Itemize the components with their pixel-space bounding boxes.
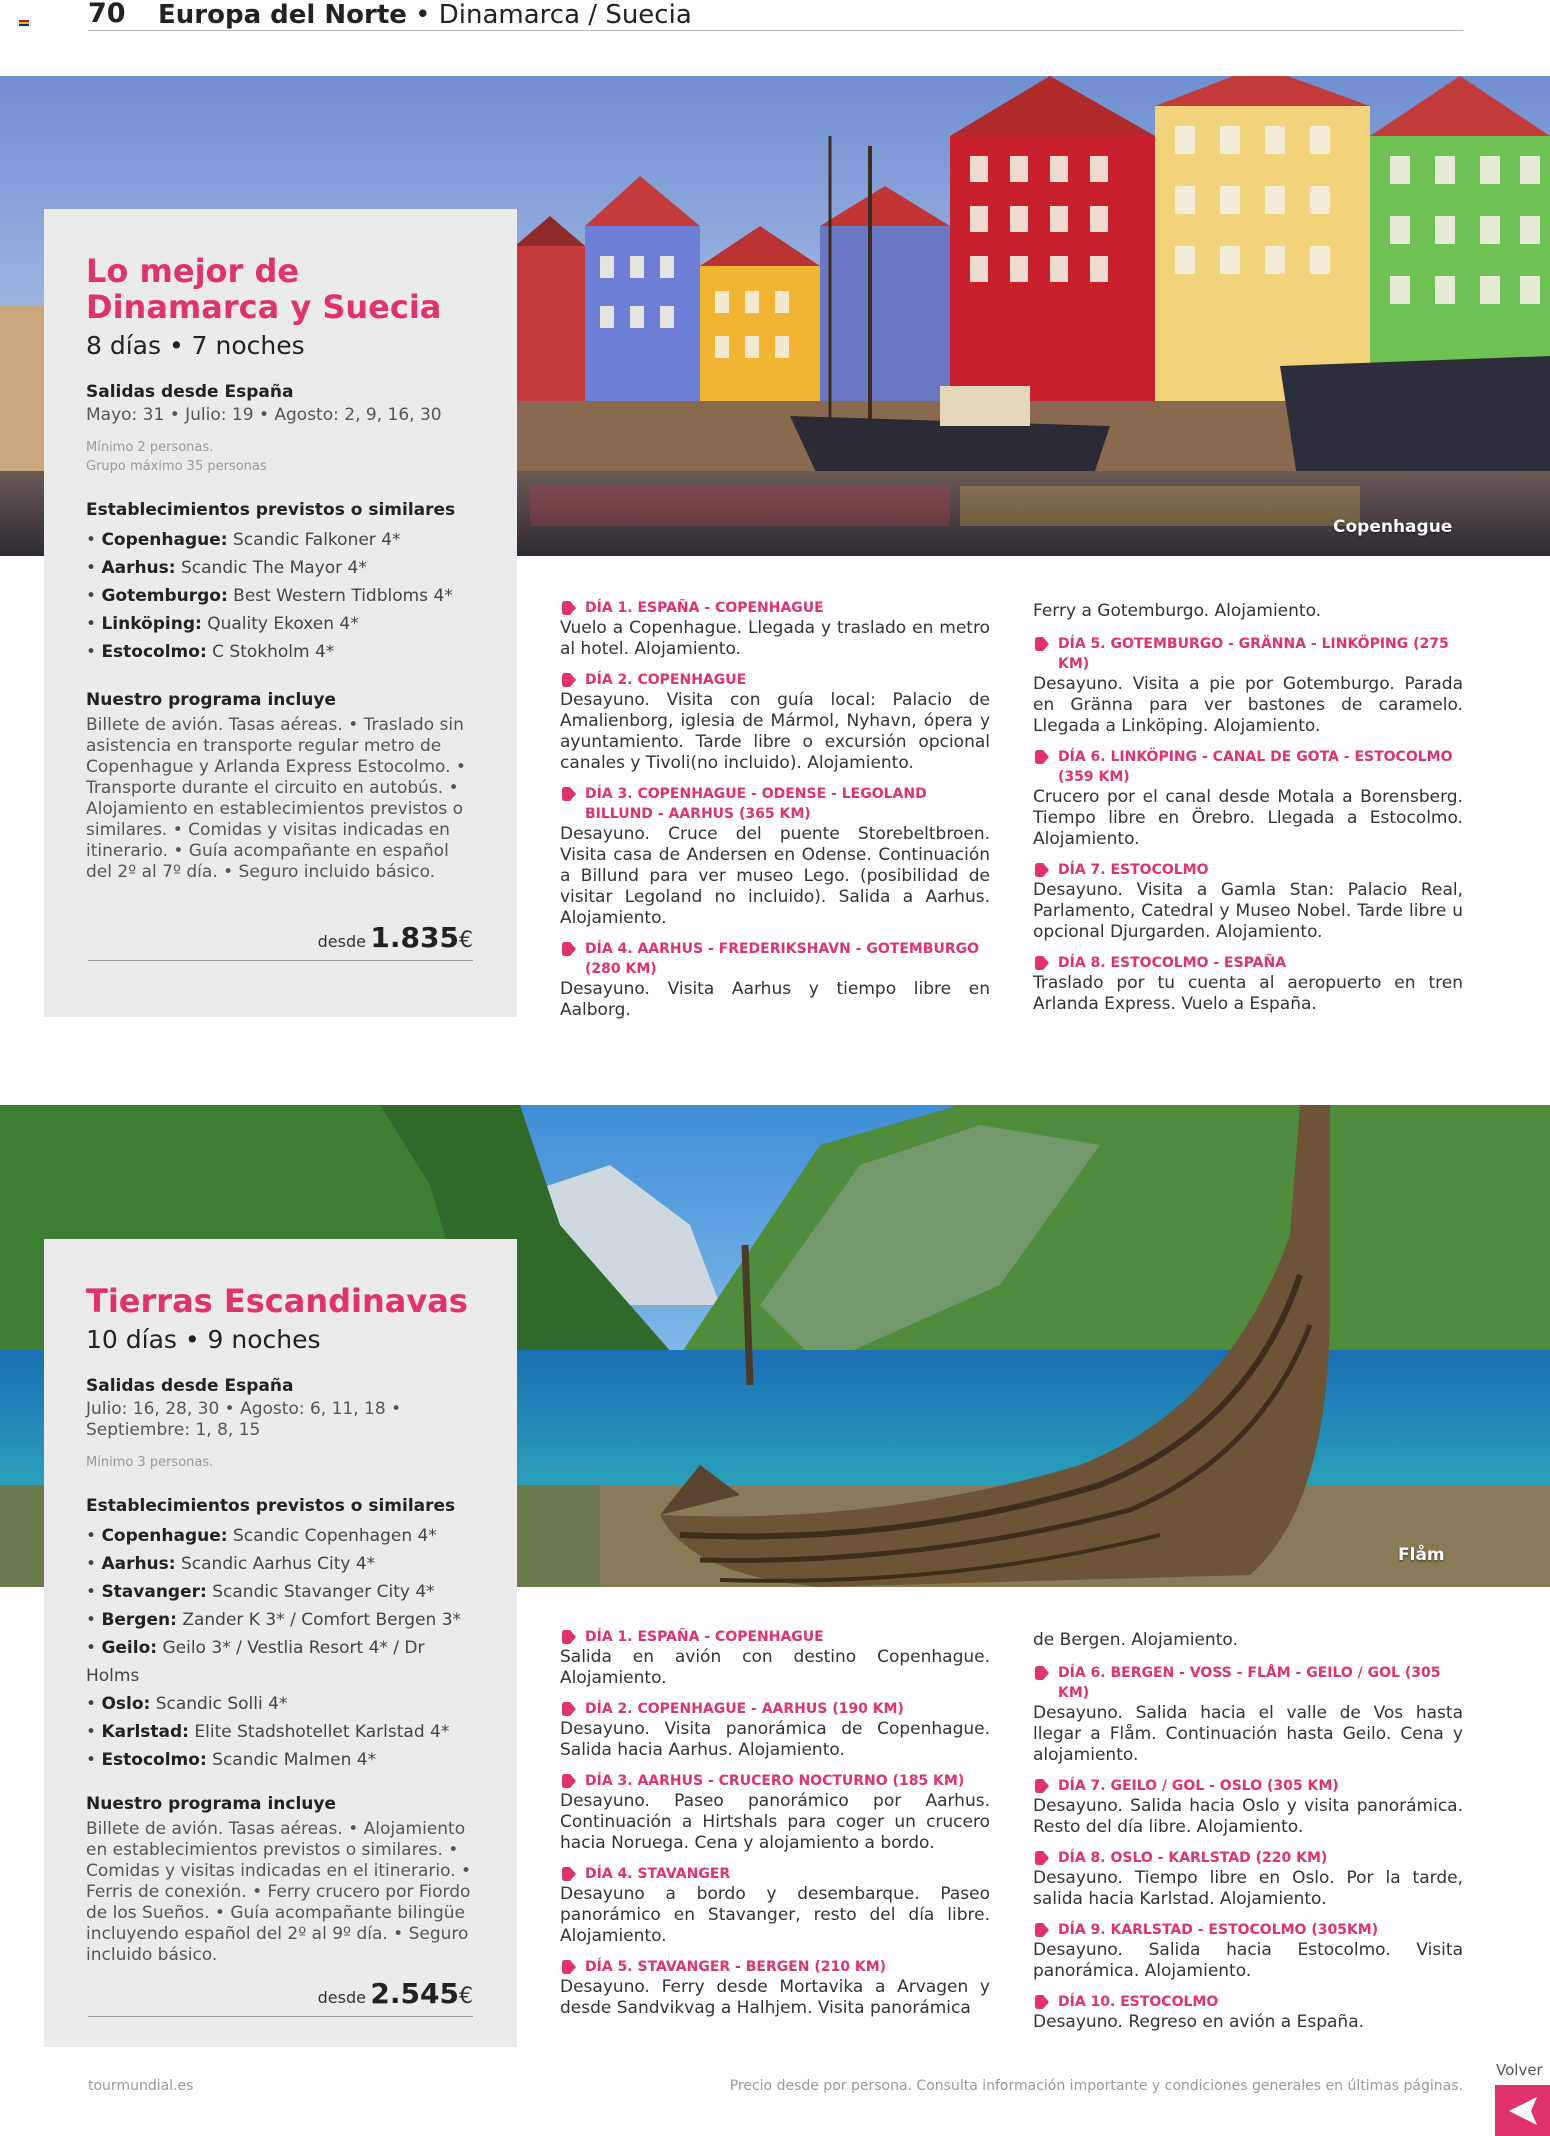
day-marker-icon (562, 787, 576, 801)
section-separator: • (406, 0, 439, 30)
itinerary-day: DÍA 3. COPENHAGUE - ODENSE - LEGOLAND BILLUND - AARHUS (365 KM) Desayuno. Cruce del puente Storebeltbroen. Visita casa de Andersen en Odense. Continuación a Billund para ver museo Lego. (posibilidad de visitar Legoland no incluido). Salida a Aarhus. Alojamiento. (560, 786, 990, 928)
day-marker-icon (1035, 1779, 1049, 1793)
tour2-includes: Billete de avión. Tasas aéreas. • Alojamiento en establecimientos previstos o similares. • Comidas y visitas indicadas en el itinerario. • Ferris de conexión. • Ferry crucero por Fiordo de los Sueños. • Guía acompañante bilingüe incluyendo español del 2º al 9º día. • Seguro incluido básico. (86, 1819, 472, 1965)
day-marker-icon (562, 1630, 576, 1644)
itinerary-day: DÍA 4. STAVANGER Desayuno a bordo y desembarque. Paseo panorámico en Stavanger, resto del día libre. Alojamiento. (560, 1866, 990, 1946)
tour2-price (318, 1977, 473, 2010)
tour1-includes-heading: Nuestro programa incluye (86, 690, 336, 710)
tour2-itinerary-col1 (560, 1627, 990, 2029)
day-marker-icon (562, 673, 576, 687)
footer-site-link[interactable]: tourmundial.es (88, 2078, 194, 2094)
tour1-includes: Billete de avión. Tasas aéreas. • Traslado sin asistencia en transporte regular metro de Copenhague y Arlanda Express Estocolmo. • Transporte durante el circuito en autobús. • Alojamiento en establecimientos previstos o similares. • Comidas y visitas indicadas en itinerario. • Guía acompañante en español del 2º al 7º día. • Seguro incluido básico. (86, 715, 466, 882)
page-number: 70 (88, 0, 126, 29)
tour1-info-card (44, 209, 517, 1017)
day-marker-icon (1035, 1666, 1049, 1680)
tour1-hotels-list (86, 526, 477, 666)
footer-disclaimer: Precio desde por persona. Consulta información importante y condiciones generales en últimas páginas. (729, 2078, 1463, 2094)
tour1-price-label: desde (317, 932, 366, 951)
tour2-includes-heading: Nuestro programa incluye (86, 1794, 336, 1814)
day-marker-icon (1035, 956, 1049, 970)
itinerary-day: DÍA 7. GEILO / GOL - OSLO (305 KM) Desayuno. Salida hacia Oslo y visita panorámica. Resto del día libre. Alojamiento. (1033, 1778, 1463, 1837)
itinerary-day: DÍA 1. ESPAÑA - COPENHAGUE Salida en avión con destino Copenhague. Alojamiento. (560, 1629, 990, 1688)
day-marker-icon (1035, 750, 1049, 764)
itinerary-day: DÍA 5. STAVANGER - BERGEN (210 KM) Desayuno. Ferry desde Mortavika a Arvagen y desde Sandvikvag a Halhjem. Visita panorámica (560, 1959, 990, 2018)
itinerary-day: DÍA 5. GOTEMBURGO - GRÄNNA - LINKÖPING (275 KM) Desayuno. Visita a pie por Gotemburgo. Parada en Gränna para ver bastones de caramelo. Llegada a Linköping. Alojamiento. (1033, 636, 1463, 736)
tour2-price-currency: € (459, 1984, 473, 2009)
tour2-departures: Julio: 16, 28, 30 • Agosto: 6, 11, 18 • Septiembre: 1, 8, 15 (86, 1399, 402, 1440)
hotel-item: • Stavanger: Scandic Stavanger City 4* (86, 1582, 435, 1602)
day-marker-icon (1035, 863, 1049, 877)
hotel-item: • Linköping: Quality Ekoxen 4* (86, 614, 359, 634)
tour1-price-value: 1.835 (370, 921, 459, 954)
back-arrow-icon (1495, 2085, 1550, 2136)
tour1-title-line2: Dinamarca y Suecia (86, 288, 442, 326)
itinerary-day: DÍA 4. AARHUS - FREDERIKSHAVN - GOTEMBURGO (280 KM) Desayuno. Visita Aarhus y tiempo libre en Aalborg. (560, 941, 990, 1020)
day-marker-icon (562, 1702, 576, 1716)
tour1-price (318, 921, 473, 954)
section-countries: Dinamarca / Suecia (438, 0, 692, 30)
day-marker-icon (562, 1960, 576, 1974)
tour2-title: Tierras Escandinavas (86, 1282, 468, 1320)
tour2-day5-continuation: de Bergen. Alojamiento. (1033, 1630, 1238, 1650)
day-marker-icon (562, 1867, 576, 1881)
tour1-min-people: Mínimo 2 personas. (86, 440, 214, 455)
tour1-title-line1: Lo mejor de (86, 252, 300, 290)
day-marker-icon (1035, 1995, 1049, 2009)
tour1-day4-continuation: Ferry a Gotemburgo. Alojamiento. (1033, 601, 1322, 621)
hotel-item: • Oslo: Scandic Solli 4* (86, 1694, 288, 1714)
tour1-departures: Mayo: 31 • Julio: 19 • Agosto: 2, 9, 16, 30 (86, 405, 442, 425)
tour2-price-label: desde (317, 1988, 366, 2007)
tour2-info-card (44, 1239, 517, 2047)
day-marker-icon (1035, 1851, 1049, 1865)
tour1-photo-caption: Copenhague (1333, 517, 1453, 537)
tour2-photo-caption: Flåm (1398, 1545, 1445, 1565)
tour1-group-info (86, 438, 477, 476)
hotel-item: • Karlstad: Elite Stadshotellet Karlstad 4* (86, 1722, 450, 1742)
itinerary-day: DÍA 10. ESTOCOLMO Desayuno. Regreso en avión a España. (1033, 1994, 1365, 2032)
hotel-item: • Bergen: Zander K 3* / Comfort Bergen 3* (86, 1610, 462, 1630)
day-marker-icon (562, 942, 576, 956)
section-title (158, 0, 692, 30)
day-marker-icon (1035, 1923, 1049, 1937)
tour1-price-divider (88, 960, 473, 961)
tour2-hotels-list (86, 1522, 477, 1774)
itinerary-day: DÍA 3. AARHUS - CRUCERO NOCTURNO (185 KM) Desayuno. Paseo panorámico por Aarhus. Continuación a Hirtshals para coger un crucero hacia Noruega. Cena y alojamiento a bordo. (560, 1773, 990, 1853)
itinerary-day: DÍA 6. BERGEN - VOSS - FLÅM - GEILO / GOL (305 KM) Desayuno. Salida hacia el valle de Vos hasta llegar a Flåm. Continuación hasta Geilo. Cena y alojamiento. (1033, 1665, 1463, 1765)
day-marker-icon (562, 601, 576, 615)
tour2-hotels-heading: Establecimientos previstos o similares (86, 1496, 456, 1516)
hotel-item: • Copenhague: Scandic Falkoner 4* (86, 530, 401, 550)
tour1-duration: 8 días • 7 noches (86, 331, 305, 360)
itinerary-day: DÍA 7. ESTOCOLMO Desayuno. Visita a Gamla Stan: Palacio Real, Parlamento, Catedral y Museo Nobel. Tarde libre u opcional Djurgarden. Alojamiento. (1033, 862, 1463, 942)
section-region: Europa del Norte (158, 0, 407, 30)
tour2-departures-heading: Salidas desde España (86, 1376, 294, 1396)
tour1-itinerary-col2 (1033, 601, 1463, 1025)
back-button[interactable] (1495, 2085, 1550, 2136)
hotel-item: • Estocolmo: Scandic Malmen 4* (86, 1750, 377, 1770)
hotel-item: • Aarhus: Scandic The Mayor 4* (86, 558, 367, 578)
tour1-max-group: Grupo máximo 35 personas (86, 459, 267, 474)
itinerary-day: DÍA 1. ESPAÑA - COPENHAGUE Vuelo a Copenhague. Llegada y traslado en metro al hotel. Alojamiento. (560, 600, 990, 659)
header-divider (88, 30, 1463, 31)
hotel-item: • Estocolmo: C Stokholm 4* (86, 642, 335, 662)
itinerary-day: DÍA 8. ESTOCOLMO - ESPAÑA Traslado por tu cuenta al aeropuerto en tren Arlanda Express. Vuelo a España. (1033, 955, 1463, 1014)
tour1-departures-heading: Salidas desde España (86, 382, 294, 402)
tour1-price-currency: € (459, 928, 473, 953)
itinerary-day: DÍA 9. KARLSTAD - ESTOCOLMO (305KM) Desayuno. Salida hacia Estocolmo. Visita panorámica. Alojamiento. (1033, 1922, 1463, 1981)
day-marker-icon (1035, 637, 1049, 651)
tour2-price-value: 2.545 (370, 1977, 459, 2010)
itinerary-day: DÍA 8. OSLO - KARLSTAD (220 KM) Desayuno. Tiempo libre en Oslo. Por la tarde, salida hacia Karlstad. Alojamiento. (1033, 1850, 1463, 1909)
tour2-price-divider (88, 2016, 473, 2017)
back-label[interactable]: Volver (1496, 2061, 1543, 2079)
hotel-item: • Aarhus: Scandic Aarhus City 4* (86, 1554, 376, 1574)
hotel-item: • Geilo: Geilo 3* / Vestlia Resort 4* / Dr Holms (86, 1638, 425, 1686)
hotel-item: • Copenhague: Scandic Copenhagen 4* (86, 1526, 437, 1546)
itinerary-day: DÍA 2. COPENHAGUE Desayuno. Visita con guía local: Palacio de Amalienborg, iglesia de Mármol, Nyhavn, ópera y ayuntamiento. Tarde libre o excursión opcional canales y Tivoli(no incluido). Alojamiento. (560, 672, 990, 773)
itinerary-day: DÍA 6. LINKÖPING - CANAL DE GOTA - ESTOCOLMO (359 KM) Crucero por el canal desde Motala a Borensberg. Tiempo libre en Örebro. Llegada a Estocolmo. Alojamiento. (1033, 749, 1463, 849)
tour2-min-people: Mínimo 3 personas. (86, 1455, 214, 1470)
day-marker-icon (562, 1774, 576, 1788)
language-flag-icon[interactable] (19, 20, 29, 28)
tour1-hotels-heading: Establecimientos previstos o similares (86, 500, 456, 520)
tour2-duration: 10 días • 9 noches (86, 1325, 321, 1354)
hotel-item: • Gotemburgo: Best Western Tidbloms 4* (86, 586, 453, 606)
tour2-itinerary-col2 (1033, 1630, 1463, 2043)
itinerary-day: DÍA 2. COPENHAGUE - AARHUS (190 KM) Desayuno. Visita panorámica de Copenhague. Salida hacia Aarhus. Alojamiento. (560, 1701, 990, 1760)
tour1-title (86, 253, 477, 325)
tour1-itinerary-col1 (560, 598, 990, 1031)
